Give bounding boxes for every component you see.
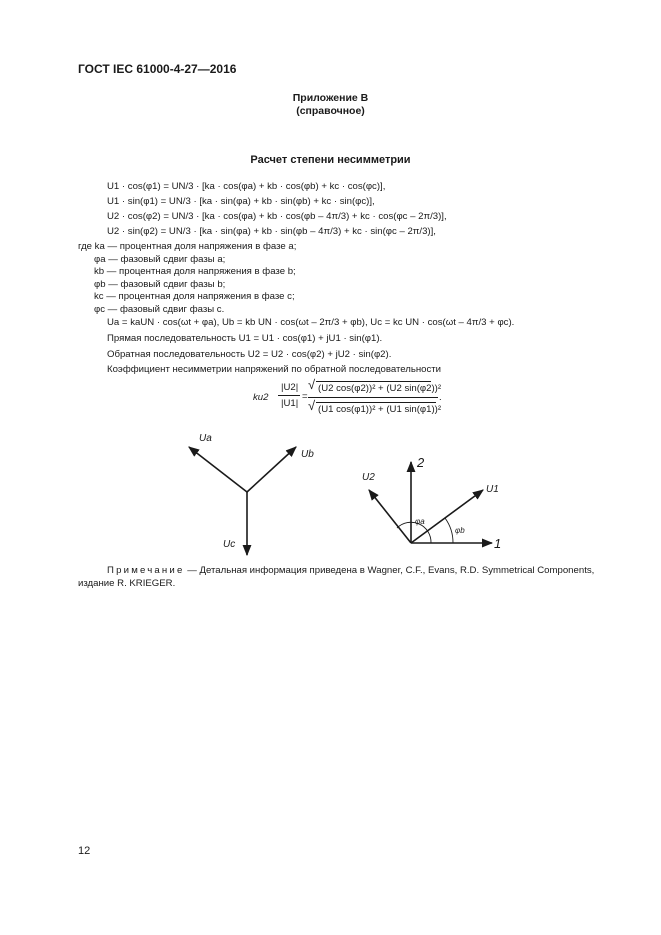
definition-phic: φc — фазовый сдвиг фазы c. (94, 304, 225, 315)
vector-ub (247, 447, 296, 492)
page-number: 12 (78, 845, 91, 857)
label-uc: Uc (223, 539, 236, 550)
definition-phia: φa — фазовый сдвиг фазы a; (94, 254, 226, 265)
definition-phib: φb — фазовый сдвиг фазы b; (94, 279, 226, 290)
formula-sqrt-bar-bottom (316, 402, 436, 403)
formula-ratio-bar (278, 395, 300, 396)
formula-sqrt-bar-top (316, 381, 431, 382)
equation-1: U1 · cos(φ1) = UN/3 · [ka · cos(φa) + kb · cos(φb) + kc · cos(φc)], (107, 181, 386, 192)
label-phi-a: φa (415, 517, 425, 526)
definition-ka: где ka — процентная доля напряжения в фазе a; (78, 241, 297, 252)
definition-kb: kb — процентная доля напряжения в фазе b; (94, 266, 296, 277)
axis-label-2: 2 (417, 455, 425, 470)
equation-4: U2 · sin(φ2) = UN/3 · [ka · sin(φa) + kb · sin(φb – 4π/3) + kc · sin(φc – 2π/3)], (107, 226, 436, 237)
label-u2: U2 (362, 472, 375, 483)
formula-fraction-bar (308, 397, 438, 398)
formula-equals: = (302, 391, 308, 402)
equation-2: U1 · sin(φ1) = UN/3 · [ka · sin(φa) + kb · sin(φb) + kc · sin(φc)], (107, 196, 375, 207)
phasor-diagram-abc (185, 425, 330, 560)
angle-arc-b (445, 518, 453, 543)
coefficient-text: Коэффициент несимметрии напряжений по обратной последовательности (107, 364, 442, 375)
formula-ratio-numerator: |U2| (281, 382, 299, 393)
definition-kc: kc — процентная доля напряжения в фазе c; (94, 291, 295, 302)
label-ub: Ub (301, 449, 314, 460)
label-phi-b: φb (455, 526, 465, 535)
formula-sqrt-sign-top: √ (308, 377, 316, 392)
label-ua: Ua (199, 433, 212, 444)
formula-denominator: (U1 cos(φ1))² + (U1 sin(φ1))² (318, 404, 442, 415)
positive-sequence: Прямая последовательность U1 = U1 · cos(φ1) + jU1 · sin(φ1). (107, 333, 383, 344)
phasor-diagram-sequences (355, 450, 515, 555)
vector-ua (189, 447, 247, 492)
vector-u2 (369, 490, 411, 543)
phase-voltages: Ua = kaUN · cos(ωt + φa), Ub = kb UN · cos(ωt – 2π/3 + φb), Uc = kc UN · cos(ωt – 4π/3 + φc). (107, 317, 515, 328)
annex-subtitle: (справочное) (296, 105, 365, 117)
note-prefix: Примечание (107, 565, 185, 576)
equation-3: U2 · cos(φ2) = UN/3 · [ka · cos(φa) + kb · cos(φb – 4π/3) + kc · cos(φc – 2π/3)], (107, 211, 447, 222)
formula-period: . (439, 392, 442, 403)
formula-numerator: (U2 cos(φ2))² + (U2 sin(φ2))² (318, 383, 442, 394)
note-line-1 (107, 565, 594, 576)
document-code: ГОСТ IEC 61000-4-27—2016 (78, 62, 237, 76)
section-title: Расчет степени несимметрии (250, 154, 411, 166)
formula-sqrt-sign-bottom: √ (308, 398, 316, 413)
negative-sequence: Обратная последовательность U2 = U2 · cos(φ2) + jU2 · sin(φ2). (107, 349, 392, 360)
note-line-2: издание R. KRIEGER. (78, 578, 176, 589)
formula-lhs: ku2 (253, 392, 269, 403)
note-text: — Детальная информация приведена в Wagner, C.F., Evans, R.D. Symmetrical Components, (184, 565, 595, 576)
axis-label-1: 1 (494, 536, 502, 551)
label-u1: U1 (486, 484, 499, 495)
formula-ratio-denominator: |U1| (281, 398, 299, 409)
annex-title: Приложение B (292, 92, 369, 104)
